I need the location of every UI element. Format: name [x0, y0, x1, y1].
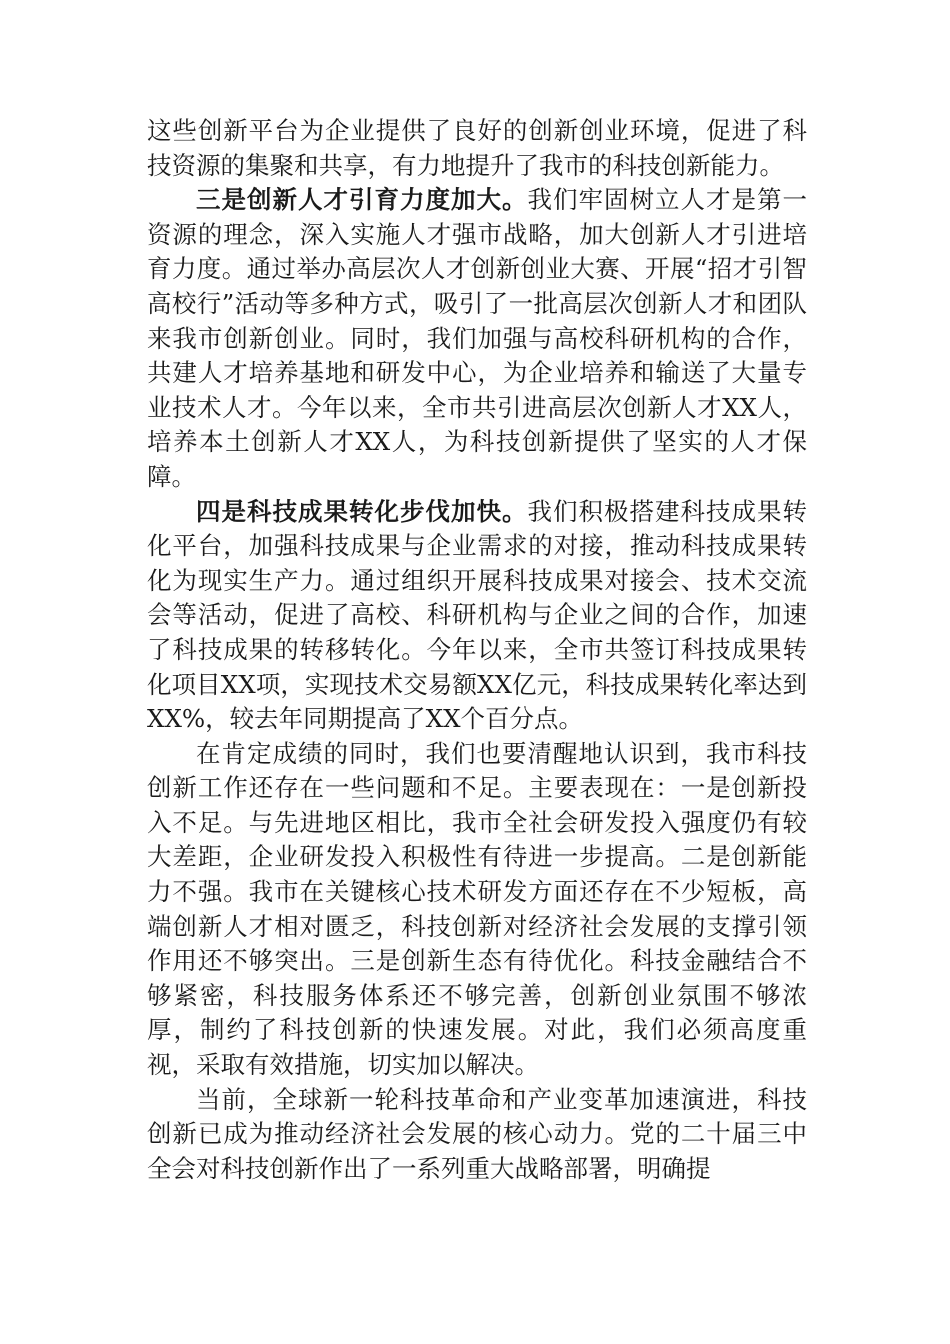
- paragraph-lead: 四是科技成果转化步伐加快。: [196, 496, 528, 526]
- paragraph-current-situation: [147, 1083, 807, 1187]
- paragraph-text: 这些创新平台为企业提供了良好的创新创业环境，促进了科技资源的集聚和共享，有力地提升了我市的科技创新能力。: [147, 116, 807, 180]
- paragraph-problems: [147, 737, 807, 1083]
- document-body: [147, 114, 807, 1186]
- paragraph-text: 当前，全球新一轮科技革命和产业变革加速演进，科技创新已成为推动经济社会发展的核心动力。党的二十届三中全会对科技创新作出了一系列重大战略部署，明确提: [147, 1084, 807, 1183]
- paragraph-text: 在肯定成绩的同时，我们也要清醒地认识到，我市科技创新工作还存在一些问题和不足。主要表现在：一是创新投入不足。与先进地区相比，我市全社会研发投入强度仍有较大差距，企业研发投入积极性有待进一步提高。二是创新能力不强。我市在关键核心技术研发方面还存在不少短板，高端创新人才相对匮乏，科技创新对经济社会发展的支撑引领作用还不够突出。三是创新生态有待优化。科技金融结合不够紧密，科技服务体系还不够完善，创新创业氛围不够浓厚，制约了科技创新的快速发展。对此，我们必须高度重视，采取有效措施，切实加以解决。: [147, 738, 807, 1080]
- paragraph-platform-summary: [147, 114, 807, 183]
- paragraph-achievement-transfer: [147, 495, 807, 737]
- paragraph-text: 我们积极搭建科技成果转化平台，加强科技成果与企业需求的对接，推动科技成果转化为现实生产力。通过组织开展科技成果对接会、技术交流会等活动，促进了高校、科研机构与企业之间的合作，加速了科技成果的转移转化。今年以来，全市共签订科技成果转化项目XX项，实现技术交易额XX亿元，科技成果转化率达到XX%，较去年同期提高了XX个百分点。: [147, 496, 807, 734]
- paragraph-lead: 三是创新人才引育力度加大。: [196, 185, 528, 215]
- paragraph-talent: [147, 183, 807, 494]
- paragraph-text: 我们牢固树立人才是第一资源的理念，深入实施人才强市战略，加大创新人才引进培育力度。通过举办高层次人才创新创业大赛、开展“招才引智高校行”活动等多种方式，吸引了一批高层次创新人才和团队来我市创新创业。同时，我们加强与高校科研机构的合作，共建人才培养基地和研发中心，为企业培养和输送了大量专业技术人才。今年以来，全市共引进高层次创新人才XX人，培养本土创新人才XX人，为科技创新提供了坚实的人才保障。: [147, 185, 807, 491]
